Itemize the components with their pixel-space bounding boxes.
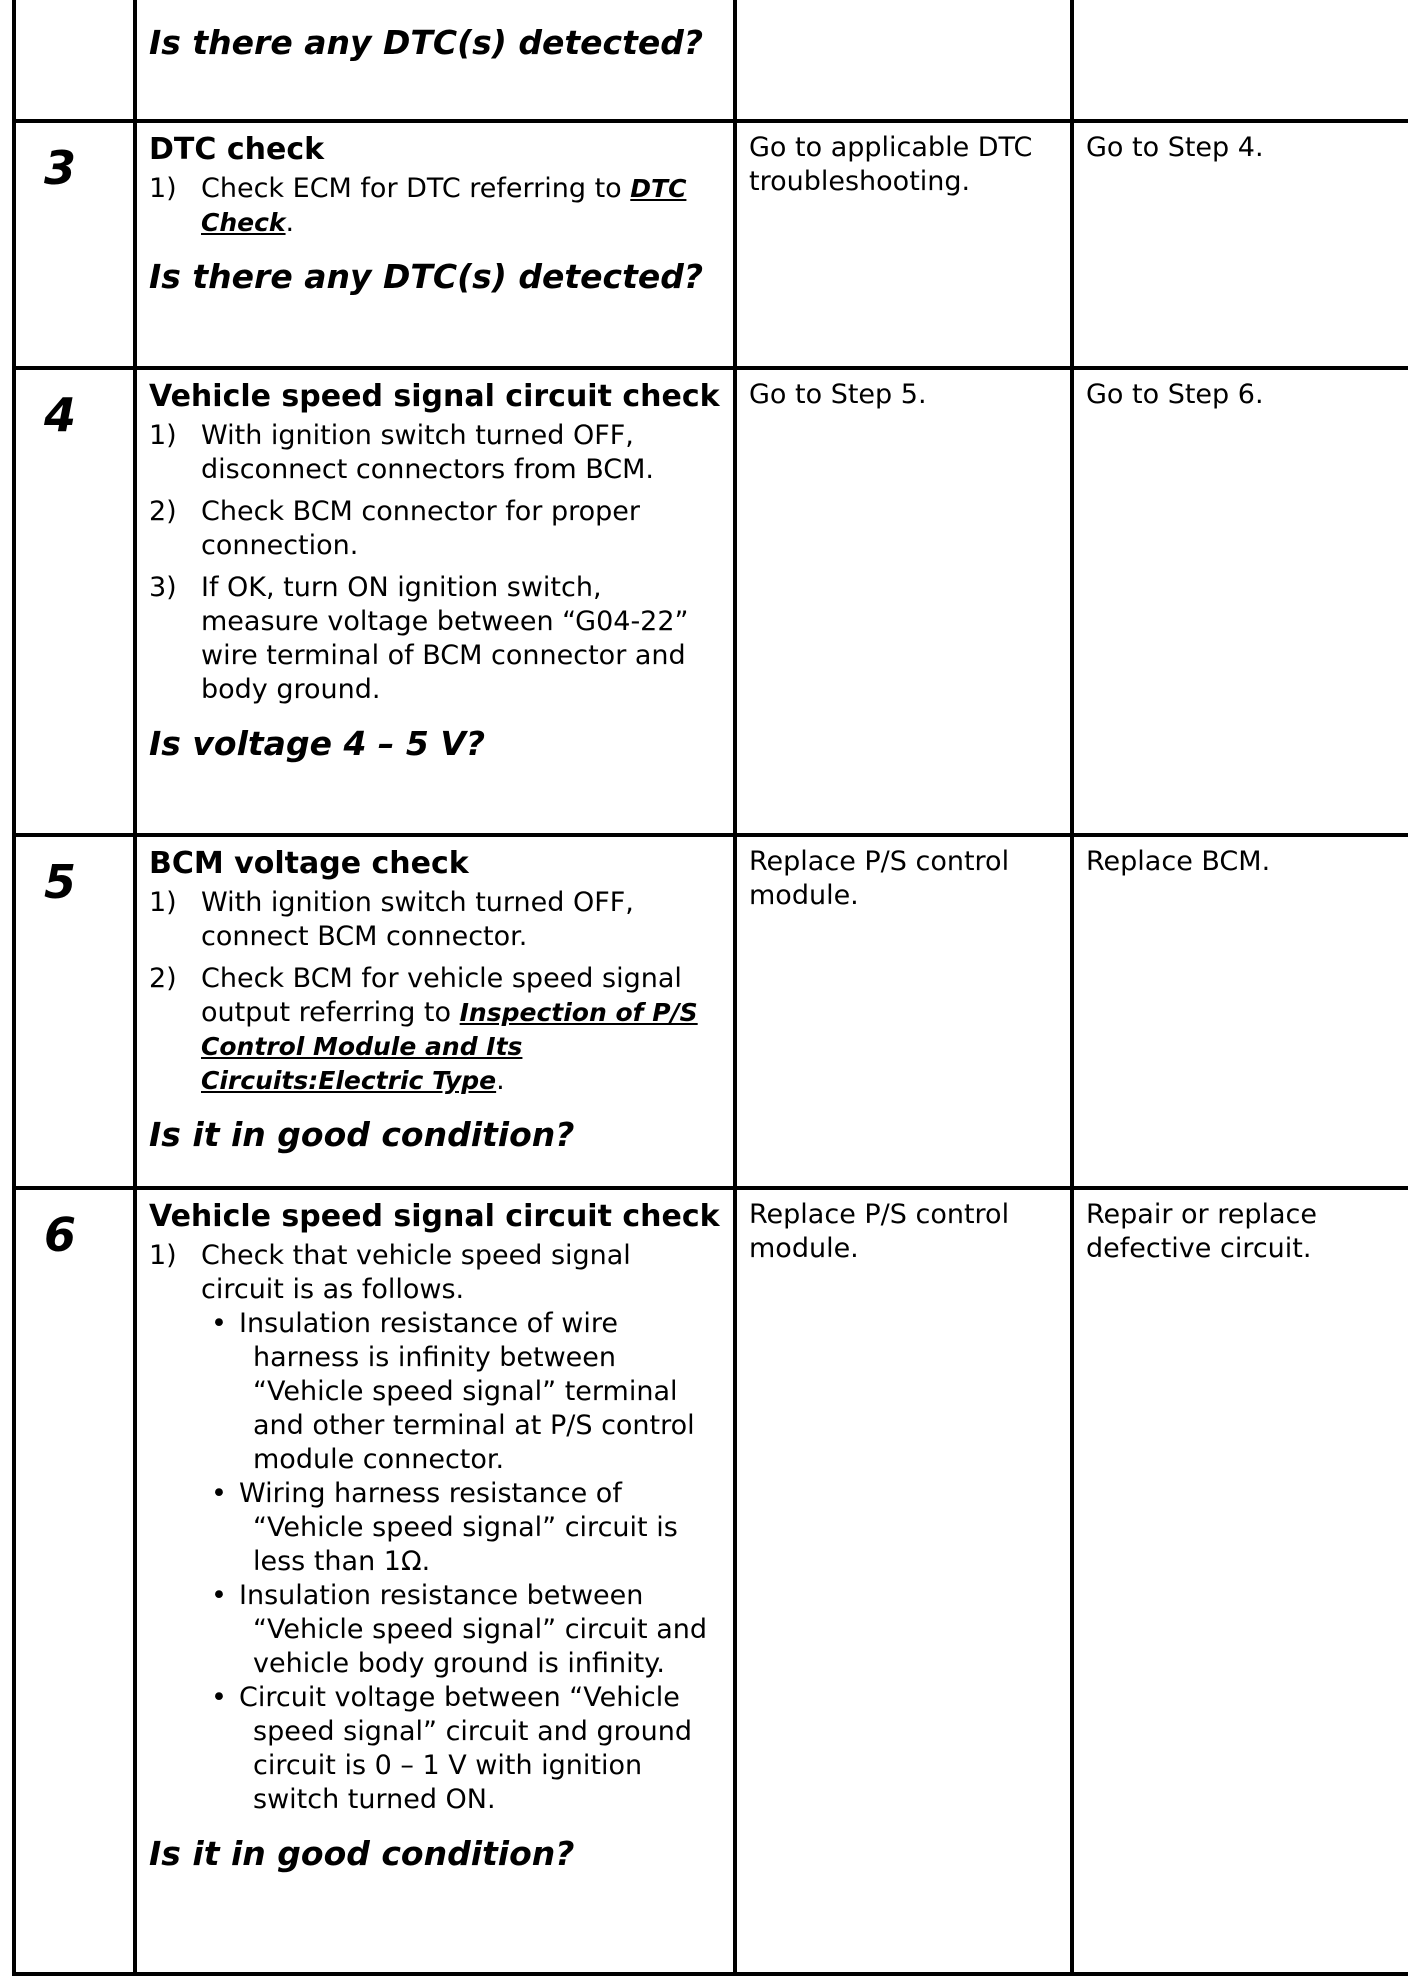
yes-cell — [735, 1188, 1072, 1974]
step-title: Vehicle speed signal circuit check — [149, 1199, 720, 1234]
no-result: Replace BCM. — [1086, 846, 1271, 877]
list-item: 3) If OK, turn ON ignition switch, measure voltage between “G04-22” wire terminal of BCM connector and body ground. — [149, 572, 689, 705]
bullet-icon: • — [211, 1580, 227, 1611]
bullet-item: • Circuit voltage between “Vehicle speed signal” circuit and ground circuit is 0 – 1 V with ignition switch turned ON. — [211, 1682, 692, 1815]
yes-cell — [735, 121, 1072, 368]
step-list — [149, 172, 721, 240]
no-cell — [1072, 835, 1408, 1188]
no-result: Repair or replace defective circuit. — [1086, 1199, 1317, 1264]
table-row-step-4 — [14, 368, 1408, 835]
bullet-item: • Insulation resistance between “Vehicle speed signal” circuit and vehicle body ground is infinity. — [211, 1580, 707, 1679]
step-number: 5 — [44, 855, 77, 909]
no-cell — [1072, 121, 1408, 368]
step-cell — [14, 0, 135, 121]
troubleshooting-table — [12, 0, 1408, 1976]
action-cell — [135, 835, 735, 1188]
step-title: BCM voltage check — [149, 846, 469, 881]
step-list — [149, 886, 721, 1098]
step-title: DTC check — [149, 132, 325, 167]
table-row-continued — [14, 0, 1408, 121]
bullet-item: • Insulation resistance of wire harness is infinity between “Vehicle speed signal” terminal and other terminal at P/S control module connector. — [211, 1308, 695, 1475]
list-item: 1) With ignition switch turned OFF, disconnect connectors from BCM. — [149, 420, 655, 485]
step-cell — [14, 835, 135, 1188]
no-cell — [1072, 0, 1408, 121]
action-cell — [135, 368, 735, 835]
yes-result: Go to applicable DTC troubleshooting. — [749, 132, 1033, 197]
inspection-link[interactable]: Inspection of P/S Control Module and Its Circuits:Electric Type — [201, 998, 698, 1095]
no-result: Go to Step 4. — [1086, 132, 1264, 163]
step-number: 4 — [44, 388, 77, 442]
step-number: 6 — [44, 1208, 77, 1262]
action-cell — [135, 0, 735, 121]
yes-result: Replace P/S control module. — [749, 1199, 1010, 1264]
table-row-step-6 — [14, 1188, 1408, 1974]
no-cell — [1072, 1188, 1408, 1974]
bullet-icon: • — [211, 1682, 227, 1713]
dtc-check-link[interactable]: DTC Check — [201, 174, 687, 237]
list-item: 2) Check BCM for vehicle speed signal output referring to Inspection of P/S Control Module and Its Circuits:Electric Type. — [149, 963, 698, 1096]
step-list — [149, 1239, 721, 1817]
table-row-step-5 — [14, 835, 1408, 1188]
bullet-list — [201, 1307, 721, 1817]
question-text: Is there any DTC(s) detected? — [149, 23, 704, 62]
yes-cell — [735, 835, 1072, 1188]
question-text: Is it in good condition? — [149, 1115, 575, 1154]
no-result: Go to Step 6. — [1086, 379, 1264, 410]
table-row-step-3 — [14, 121, 1408, 368]
step-list — [149, 419, 721, 707]
bullet-item: • Wiring harness resistance of “Vehicle speed signal” circuit is less than 1Ω. — [211, 1478, 678, 1577]
question-text: Is voltage 4 – 5 V? — [149, 724, 486, 763]
yes-result: Go to Step 5. — [749, 379, 927, 410]
step-cell — [14, 1188, 135, 1974]
list-item: 1) Check ECM for DTC referring to DTC Check. — [149, 173, 687, 238]
yes-result: Replace P/S control module. — [749, 846, 1010, 911]
yes-cell — [735, 368, 1072, 835]
list-item: 1) Check that vehicle speed signal circuit is as follows. • Insulation resistance of wire harness is infinity between “Vehicle speed signal” terminal and other terminal at P/S control module connector. • Wiring harness resistance of “Vehicle speed signal” circuit is less than 1Ω. • Insulation resistance between “Vehicle speed signal” circuit and vehicle body ground is infinity. • Circuit voltage between “Vehicle speed signal” circuit and ground circuit is 0 – 1 V with ignition switch turned ON. — [149, 1239, 721, 1817]
bullet-icon: • — [211, 1308, 227, 1339]
step-number: 3 — [44, 141, 77, 195]
yes-cell — [735, 0, 1072, 121]
question-text: Is it in good condition? — [149, 1834, 575, 1873]
question-text: Is there any DTC(s) detected? — [149, 257, 704, 296]
step-cell — [14, 121, 135, 368]
no-cell — [1072, 368, 1408, 835]
list-item: 2) Check BCM connector for proper connection. — [149, 496, 640, 561]
step-cell — [14, 368, 135, 835]
bullet-icon: • — [211, 1478, 227, 1509]
action-cell — [135, 1188, 735, 1974]
step-title: Vehicle speed signal circuit check — [149, 379, 720, 414]
action-cell — [135, 121, 735, 368]
list-item: 1) With ignition switch turned OFF, connect BCM connector. — [149, 887, 634, 952]
